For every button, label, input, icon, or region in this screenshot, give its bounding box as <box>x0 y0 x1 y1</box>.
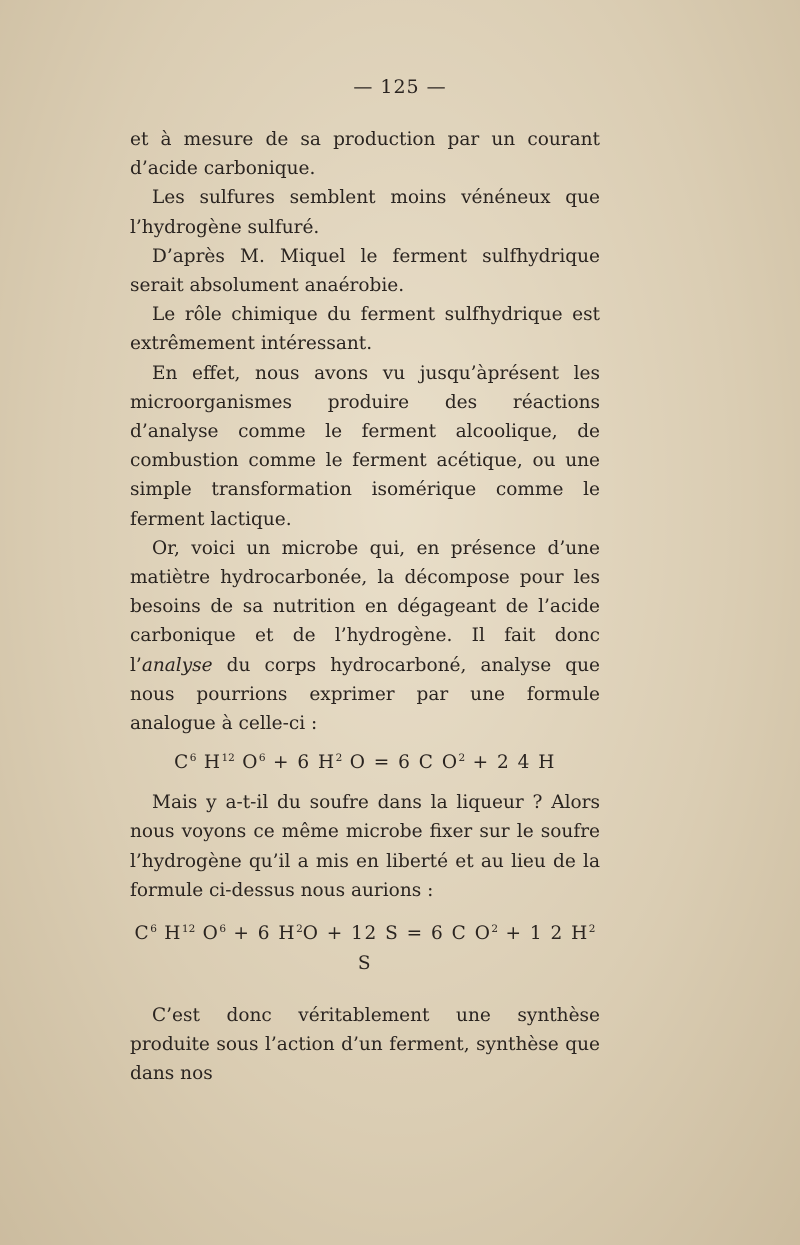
formula-1-part: O <box>234 752 259 774</box>
formula-1-part: C <box>174 752 190 774</box>
formula-1-sup: 12 <box>221 752 235 765</box>
paragraph-5: En effet, nous avons vu jusqu’àprésent les microorganismes produire des réactions d’analyse comme le ferment alcoolique, de combustion comme le ferment acétique, ou une simple transformation isomérique comme le ferment lactique. <box>130 362 600 530</box>
formula-2-sup: 6 <box>150 923 157 936</box>
formula-1-sup: 2 <box>335 752 343 765</box>
formula-1-part: H <box>196 752 222 774</box>
formula-1 <box>130 748 600 778</box>
formula-1-sup: 2 <box>458 752 466 765</box>
formula-2-sup: 6 <box>219 923 227 936</box>
paragraph-4: Le rôle chimique du ferment sulfhydrique est extrêmement intéressant. <box>130 304 600 355</box>
paragraph-2: Les sulfures semblent moins vénéneux que l’hydrogène sulfuré. <box>130 187 600 238</box>
formula-2-sup: 2 <box>296 923 303 936</box>
paragraph-7: Mais y a-t-il du soufre dans la liqueur ? Alors nous voyons ce même microbe fixer sur le soufre l’hydrogène qu’il a mis en liberté et au lieu de la formule ci-dessus nous aurions : <box>130 792 600 901</box>
formula-2-part: S <box>357 953 373 975</box>
paragraph-3: D’après M. Miquel le ferment sulfhydrique serait absolument anaérobie. <box>130 245 600 297</box>
paragraph-6 <box>130 534 600 738</box>
formula-1-sup: 6 <box>189 752 197 765</box>
formula-2-part: + 1 2 H <box>498 923 589 945</box>
paragraph-6-emphasis: analyse <box>141 654 213 676</box>
formula-2-part: O <box>195 923 220 945</box>
formula-2-sup: 12 <box>181 923 196 936</box>
formula-1-part: + 2 4 H <box>465 752 556 774</box>
formula-2-sup: 2 <box>588 923 596 936</box>
formula-2 <box>130 919 600 979</box>
formula-1-part: O = 6 C O <box>342 752 459 774</box>
formula-2-part: H <box>156 923 182 945</box>
formula-2-part: + 6 H <box>226 923 297 945</box>
paragraph-1: et à mesure de sa production par un courant d’acide carbonique. <box>130 129 600 180</box>
formula-2-sup: 2 <box>491 923 499 936</box>
paragraph-6-text-b: du corps hydrocarboné, analyse que nous pourrions exprimer par une formule analogue à celle-ci : <box>130 654 600 735</box>
formula-1-part: + 6 H <box>265 752 336 774</box>
formula-2-part: C <box>134 923 151 945</box>
paragraph-6-text-a: Or, voici un microbe qui, en présence d’une matiètre hydrocarbonée, la décompose pour les besoins de sa nutrition en dégageant de l’acide carbonique et de l’hydrogène. Il fait donc l’ <box>130 537 600 676</box>
body-text <box>130 125 600 1089</box>
paragraph-8: C’est donc véritablement une synthèse produite sous l’action d’un ferment, synthèse que dans nos <box>130 1005 600 1085</box>
formula-1-sup: 6 <box>258 752 266 765</box>
page-number: — 125 — <box>353 76 447 98</box>
formula-2-part: O + 12 S = 6 C O <box>302 923 492 945</box>
